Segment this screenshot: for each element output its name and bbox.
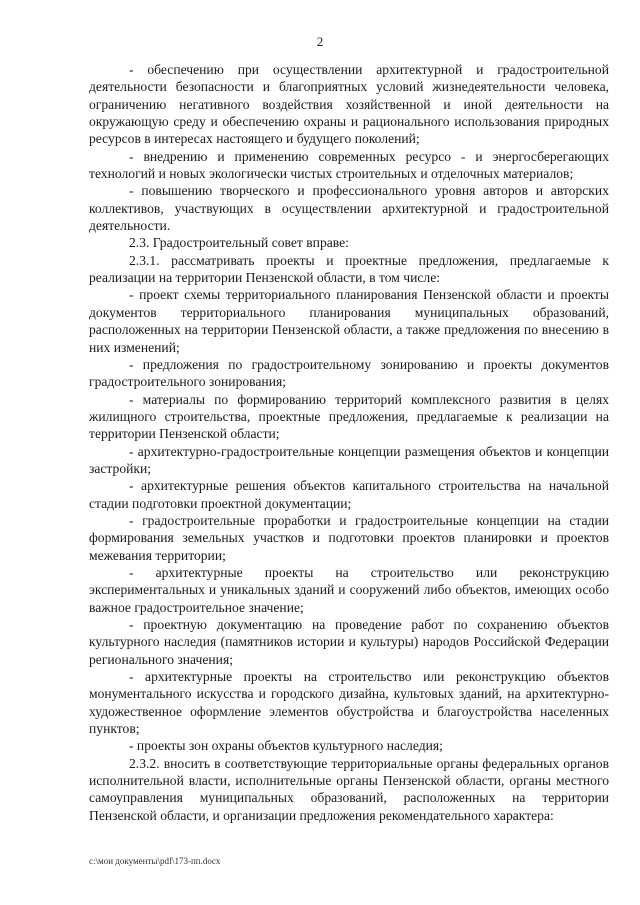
paragraph: - внедрению и применению современных ресурсо - и энергосберегающих технологий и новых экологически чистых строительных и отделочных материалов;	[89, 148, 609, 182]
document-body	[89, 61, 609, 824]
paragraph: - обеспечению при осуществлении архитектурной и градостроительной деятельности безопасности и благоприятных условий жизнедеятельности человека, ограничению негативного воздействия хозяйственной и иной деятельности на окружающую среду и обеспечению охраны и рационального использования природных ресурсов в интересах настоящего и будущего поколений;	[89, 62, 609, 147]
paragraph: - материалы по формированию территорий комплексного развития в целях жилищного строительства, проектные предложения, предлагаемые к реализации на территории Пензенской области;	[89, 391, 609, 442]
paragraph: - проект схемы территориального планирования Пензенской области и проекты документов территориального планирования муниципальных образований, расположенных на территории Пензенской области, а также предложения по внесению в них изменений;	[89, 287, 609, 355]
section-heading: 2.3. Градостроительный совет вправе:	[129, 235, 349, 251]
page-number: 2	[316, 34, 324, 49]
paragraph: - архитектурно-градостроительные концепции размещения объектов и концепции застройки;	[89, 443, 609, 476]
paragraph: - архитектурные решения объектов капитального строительства на начальной стадии подготовки проектной документации;	[89, 478, 609, 511]
paragraph: - предложения по градостроительному зонированию и проекты документов градостроительного зонирования;	[89, 356, 609, 390]
paragraph: 2.3.2. вносить в соответствующие территориальные органы федеральных органов исполнительной власти, исполнительные органы Пензенской области, органы местного самоуправления муниципальных образований, расположенных на территории Пензенской области, и организации предложения рекомендательного характера:	[89, 755, 609, 823]
footer-file-path: c:\мои документы\pdf\173-пп.docx	[89, 856, 221, 866]
paragraph: - архитектурные проекты на строительство или реконструкцию объектов монументального искусства и городского дизайна, культовых зданий, на архитектурно-художественное оформление элементов обустройства и благоустройства населенных пунктов;	[89, 669, 609, 737]
paragraph: - градостроительные проработки и градостроительные концепции на стадии формирования земельных участков и подготовки проектов планировки и проектов межевания территории;	[89, 512, 609, 563]
paragraph: - проектную документацию на проведение работ по сохранению объектов культурного наследия (памятников истории и культуры) народов Российской Федерации регионального значения;	[89, 617, 609, 667]
paragraph: - проекты зон охраны объектов культурного наследия;	[129, 738, 443, 754]
paragraph: - архитектурные проекты на строительство или реконструкцию экспериментальных и уникальных зданий и сооружений либо объектов, имеющих особо важное градостроительное значение;	[89, 564, 609, 615]
paragraph: - повышению творческого и профессионального уровня авторов и авторских коллективов, участвующих в осуществлении архитектурной и градостроительной деятельности.	[89, 183, 609, 234]
paragraph: 2.3.1. рассматривать проекты и проектные предложения, предлагаемые к реализации на территории Пензенской области, в том числе:	[89, 252, 609, 286]
